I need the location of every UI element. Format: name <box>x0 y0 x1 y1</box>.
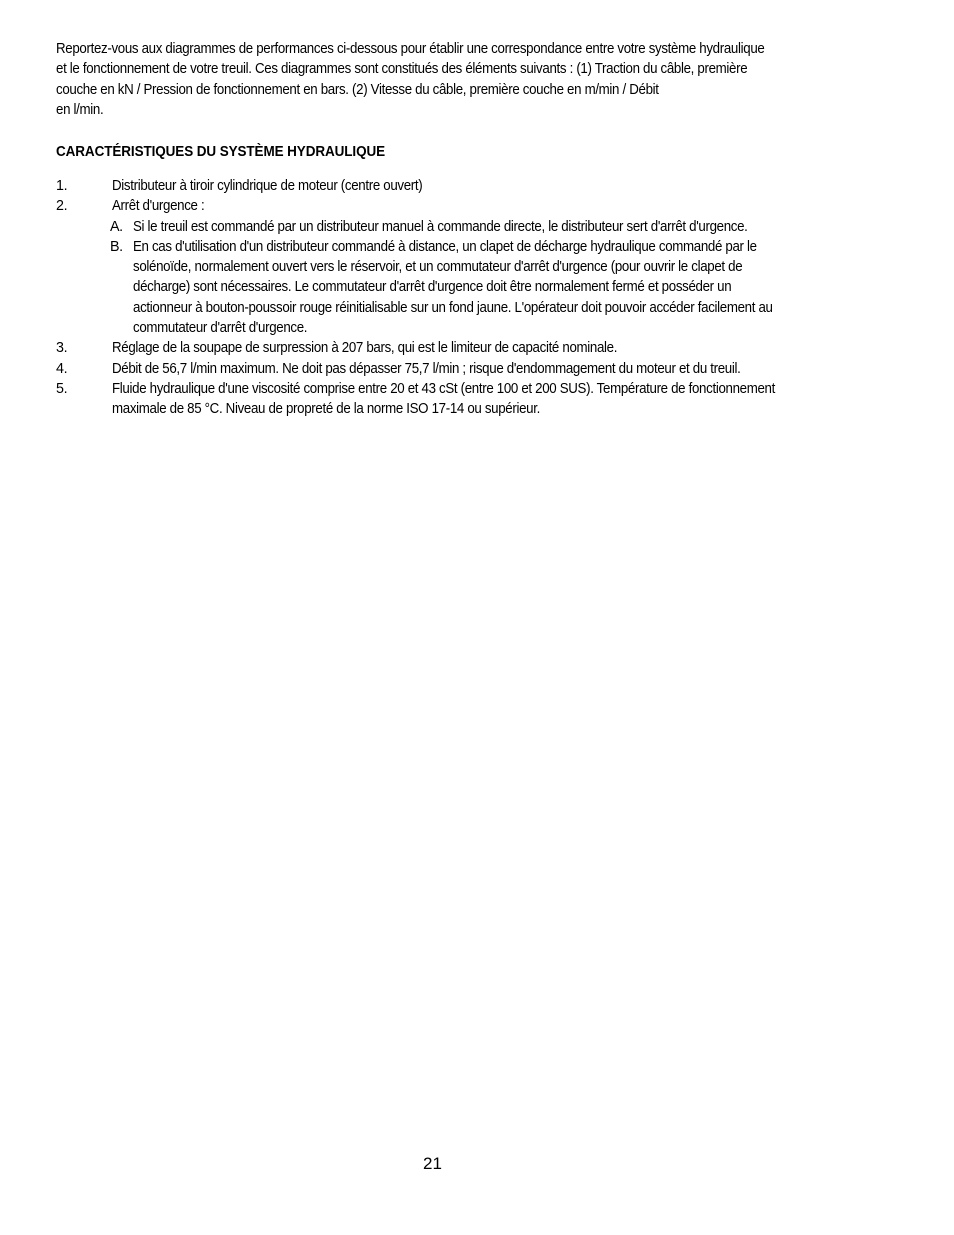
sub-item-text: commutateur d'arrêt d'urgence. <box>133 320 308 337</box>
list-item <box>56 359 906 379</box>
list-item-text: maximale de 85 °C. Niveau de propreté de la norme ISO 17-14 ou supérieur. <box>112 401 540 418</box>
list-item <box>56 379 906 399</box>
sub-item-text: Si le treuil est commandé par un distributeur manuel à commande directe, le distributeur sert d'arrêt d'urgence. <box>133 218 748 235</box>
list-item-text: Distributeur à tiroir cylindrique de moteur (centre ouvert) <box>112 178 423 194</box>
list-item <box>56 338 906 358</box>
sub-item-text: En cas d'utilisation d'un distributeur commandé à distance, un clapet de décharge hydraulique commandé par le <box>133 238 757 255</box>
sub-list-item-continuation <box>56 318 906 338</box>
list-item-continuation <box>56 399 906 419</box>
list-item <box>56 176 906 196</box>
requirements-list <box>56 176 906 420</box>
sub-list-item-continuation <box>56 257 906 277</box>
intro-line: et le fonctionnement de votre treuil. Ces diagrammes sont constitués des éléments suivants : (1) Traction du câble, première <box>56 61 748 78</box>
sub-item-letter: B. <box>110 238 123 255</box>
list-item-text: Débit de 56,7 l/min maximum. Ne doit pas dépasser 75,7 l/min ; risque d'endommagement du moteur et du treuil. <box>112 360 741 377</box>
sub-list-item <box>56 237 906 257</box>
section-heading: CARACTÉRISTIQUES DU SYSTÈME HYDRAULIQUE <box>56 144 386 160</box>
sub-item-text: actionneur à bouton-poussoir rouge réinitialisable sur un fond jaune. L'opérateur doit pouvoir accéder facilement au <box>133 299 773 316</box>
list-item-text: Réglage de la soupape de surpression à 207 bars, qui est le limiteur de capacité nominale. <box>112 340 618 357</box>
list-item <box>56 196 906 216</box>
sub-item-letter: A. <box>110 218 123 235</box>
list-item-number: 3. <box>56 340 68 357</box>
list-item-number: 5. <box>56 380 68 397</box>
list-item-number: 1. <box>56 178 68 194</box>
intro-line: en l/min. <box>56 102 104 119</box>
intro-line: Reportez-vous aux diagrammes de performances ci-dessous pour établir une correspondance entre votre système hydraulique <box>56 41 765 57</box>
sub-list-item-continuation <box>56 298 906 318</box>
intro-paragraph <box>56 39 847 121</box>
list-item-number: 4. <box>56 360 68 377</box>
sub-list-item <box>56 217 906 237</box>
sub-item-text: décharge) sont nécessaires. Le commutateur d'arrêt d'urgence doit être normalement fermé et posséder un <box>133 279 732 296</box>
sub-item-text: solénoïde, normalement ouvert vers le réservoir, et un commutateur d'arrêt d'urgence (pour ouvrir le clapet de <box>133 259 743 276</box>
sub-list-item-continuation <box>56 277 906 297</box>
list-item-number: 2. <box>56 198 68 215</box>
intro-line: couche en kN / Pression de fonctionnement en bars. (2) Vitesse du câble, première couche en m/min / Débit <box>56 81 659 98</box>
page-number: 21 <box>423 1154 442 1173</box>
list-item-text: Fluide hydraulique d'une viscosité comprise entre 20 et 43 cSt (entre 100 et 200 SUS). Température de fonctionnement <box>112 380 775 397</box>
list-item-text: Arrêt d'urgence : <box>112 198 205 215</box>
